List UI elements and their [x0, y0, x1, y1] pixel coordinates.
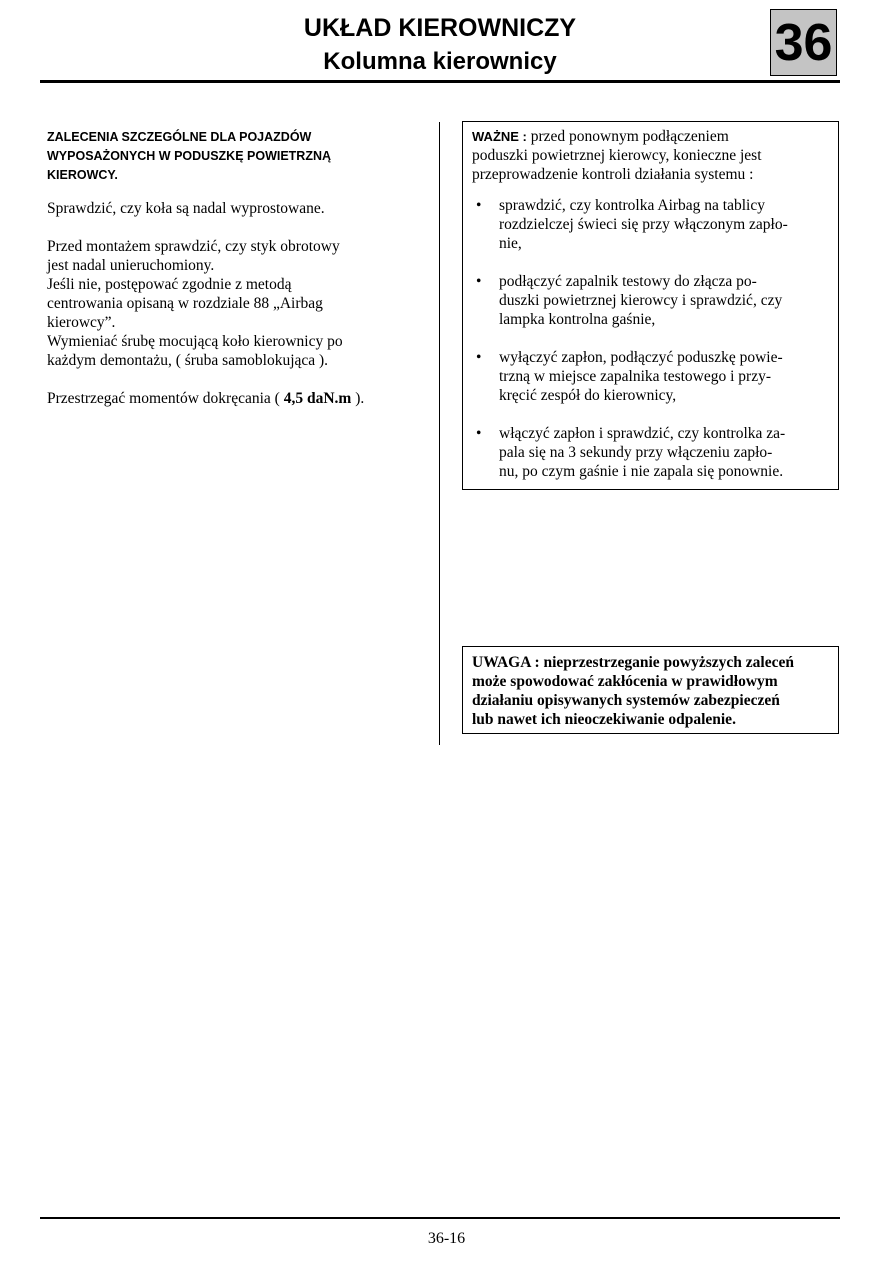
paragraph-line: Przed montażem sprawdzić, czy styk obrotowy	[47, 238, 340, 255]
bullet-icon: •	[476, 349, 482, 366]
list-line: rozdzielczej świeci się przy włączonym zapło-	[499, 216, 788, 233]
torque-text-end: ).	[351, 390, 365, 407]
list-line: wyłączyć zapłon, podłączyć poduszkę powie-	[499, 349, 783, 366]
page-header	[120, 12, 760, 78]
list-line: pala się na 3 sekundy przy włączeniu zapło-	[499, 444, 773, 461]
paragraph-line: Jeśli nie, postępować zgodnie z metodą	[47, 276, 292, 293]
warning-line: lub nawet ich nieoczekiwanie odpalenie.	[472, 711, 736, 728]
footer-rule	[40, 1217, 840, 1219]
list-item	[472, 196, 830, 253]
paragraph-line: kierowcy”.	[47, 314, 116, 331]
list-item	[472, 272, 830, 329]
list-line: sprawdzić, czy kontrolka Airbag na tablicy	[499, 197, 765, 214]
torque-paragraph	[47, 389, 427, 408]
warning-line: może spowodować zakłócenia w prawidłowym	[472, 673, 778, 690]
paragraph-line: każdym demontażu, ( śruba samoblokująca ).	[47, 352, 329, 369]
heading-line: KIEROWCY.	[47, 168, 118, 182]
warning-line: działaniu opisywanych systemów zabezpieczeń	[472, 692, 780, 709]
paragraph-line: centrowania opisaną w rozdziale 88 „Airbag	[47, 295, 323, 312]
warning-line: UWAGA : nieprzestrzeganie powyższych zaleceń	[472, 654, 794, 671]
section-title: UKŁAD KIEROWNICZY	[303, 14, 577, 42]
special-recommendations-heading	[47, 128, 427, 185]
important-label: WAŻNE :	[472, 129, 527, 144]
list-line: duszki powietrznej kierowcy i sprawdzić, czy	[499, 292, 783, 309]
paragraph-line: jest nadal unieruchomiony.	[47, 257, 215, 274]
torque-text: Przestrzegać momentów dokręcania (	[47, 390, 284, 407]
list-line: lampka kontrolna gaśnie,	[499, 311, 656, 328]
intro-line: przed ponownym podłączeniem	[526, 128, 729, 145]
bullet-icon: •	[476, 273, 482, 290]
list-line: podłączyć zapalnik testowy do złącza po-	[499, 273, 757, 290]
intro-line: przeprowadzenie kontroli działania systemu :	[472, 166, 754, 183]
left-column	[47, 128, 427, 427]
paragraph-line: Wymieniać śrubę mocującą koło kierownicy po	[47, 333, 343, 350]
wheels-check-paragraph: Sprawdzić, czy koła są nadal wyprostowane.	[47, 200, 325, 217]
list-item	[472, 348, 830, 405]
assembly-paragraph	[47, 237, 427, 370]
list-line: nie,	[499, 235, 522, 252]
bullet-icon: •	[476, 197, 482, 214]
list-line: włączyć zapłon i sprawdzić, czy kontrolka za-	[499, 425, 786, 442]
list-item	[472, 424, 830, 481]
warning-note-box	[462, 646, 839, 734]
list-line: nu, po czym gaśnie i nie zapala się ponownie.	[499, 463, 784, 480]
list-line: kręcić zespół do kierownicy,	[499, 387, 677, 404]
important-note-box	[462, 121, 839, 490]
heading-line: ZALECENIA SZCZEGÓLNE DLA POJAZDÓW	[47, 130, 312, 144]
header-rule	[40, 80, 840, 83]
intro-line: poduszki powietrznej kierowcy, konieczne jest	[472, 147, 762, 164]
column-divider	[439, 122, 440, 745]
bullet-icon: •	[476, 425, 482, 442]
check-list	[472, 196, 830, 481]
torque-value: 4,5 daN.m	[283, 390, 352, 407]
list-line: trzną w miejsce zapalnika testowego i przy-	[499, 368, 771, 385]
section-subtitle: Kolumna kierownicy	[323, 48, 557, 75]
chapter-number-badge: 36	[770, 9, 837, 76]
heading-line: WYPOSAŻONYCH W PODUSZKĘ POWIETRZNĄ	[47, 149, 332, 163]
important-intro	[472, 127, 830, 184]
page-number: 36-16	[427, 1230, 466, 1247]
